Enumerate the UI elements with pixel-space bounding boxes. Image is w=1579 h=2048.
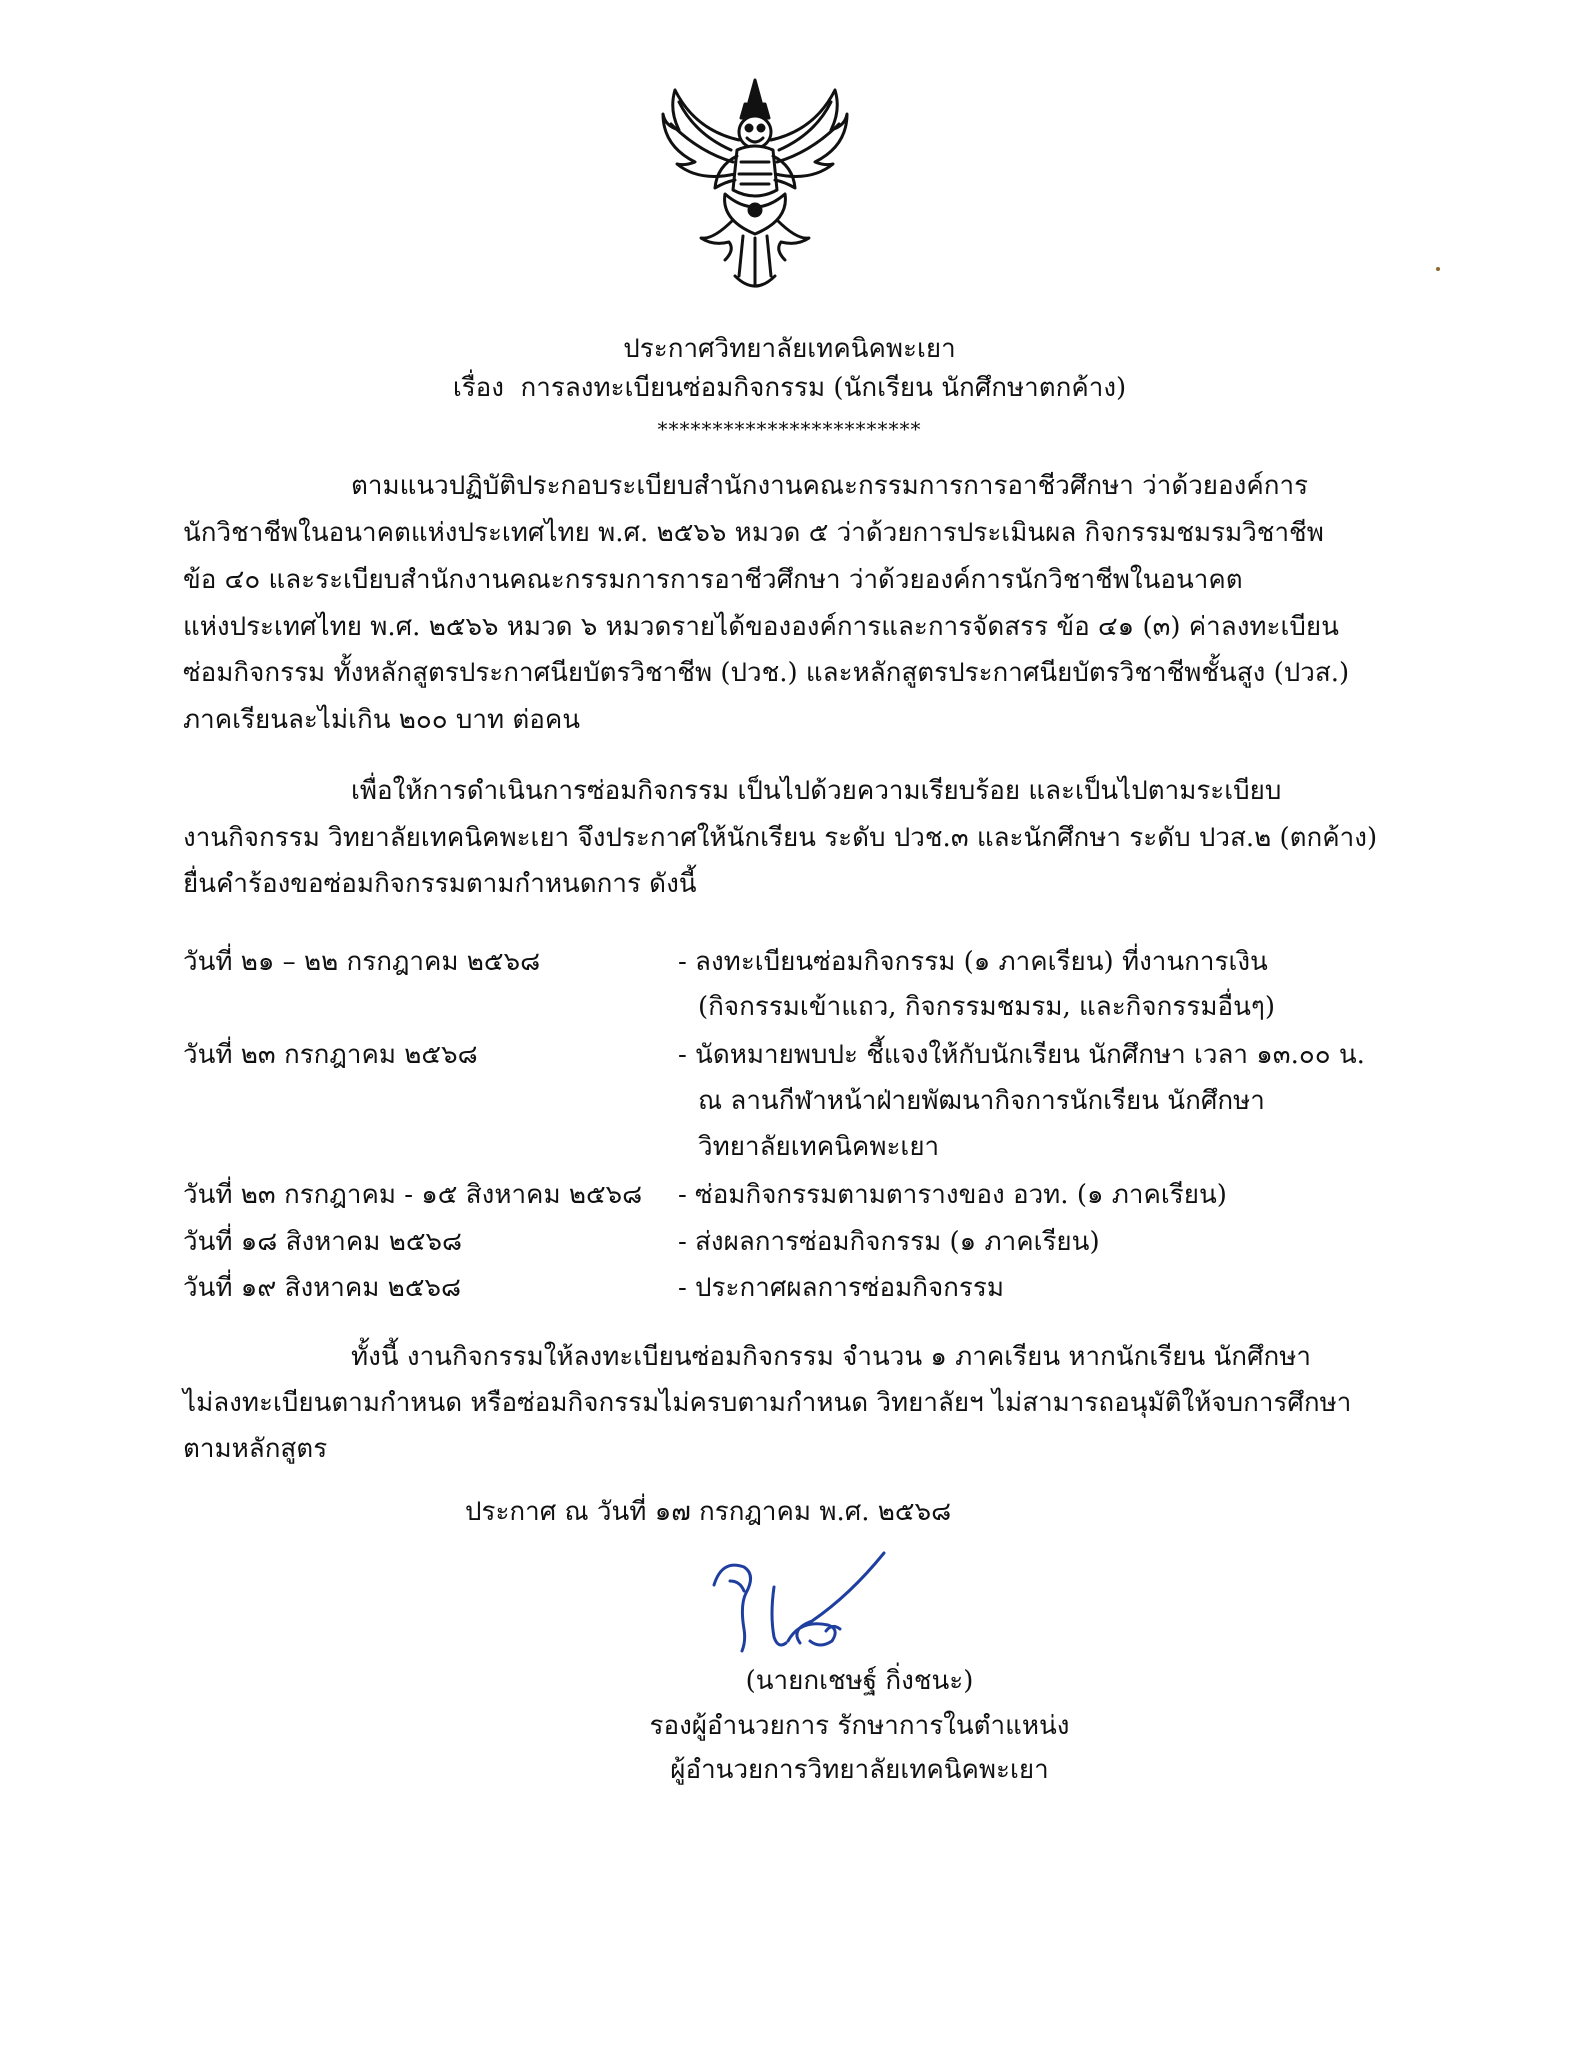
subject-text: การลงทะเบียนซ่อมกิจกรรม (นักเรียน นักศึกษาตกค้าง) — [520, 373, 1127, 403]
signature-image — [700, 1545, 930, 1660]
para1-line: ซ่อมกิจกรรม ทั้งหลักสูตรประกาศนียบัตรวิชาชีพ (ปวช.) และหลักสูตรประกาศนียบัตรวิชาชีพชั้นสูง (ปวส.) — [183, 658, 1350, 688]
subject-label: เรื่อง — [452, 373, 504, 403]
schedule-desc-cont: ณ ลานกีฬาหน้าฝ่ายพัฒนากิจการนักเรียน นักศึกษา — [698, 1086, 1265, 1116]
para3-line: ไม่ลงทะเบียนตามกำหนด หรือซ่อมกิจกรรมไม่ครบตามกำหนด วิทยาลัยฯ ไม่สามารถอนุมัติให้จบการศึกษา — [183, 1388, 1352, 1418]
schedule-desc: - ซ่อมกิจกรรมตามตารางของ อวท. (๑ ภาคเรียน) — [678, 1180, 1227, 1210]
schedule-desc-cont: (กิจกรรมเข้าแถว, กิจกรรมชมรม, และกิจกรรมอื่นๆ) — [698, 992, 1275, 1022]
para2-line: ยื่นคำร้องขอซ่อมกิจกรรมตามกำหนดการ ดังนี้ — [183, 869, 697, 899]
schedule-date: วันที่ ๑๙ สิงหาคม ๒๕๖๘ — [183, 1273, 462, 1303]
signatory-position-2: ผู้อำนวยการวิทยาลัยเทคนิคพะเยา — [670, 1755, 1049, 1785]
document-subject — [0, 371, 1579, 405]
speck-mark — [1436, 267, 1440, 271]
schedule-date: วันที่ ๒๑ – ๒๒ กรกฎาคม ๒๕๖๘ — [183, 947, 541, 977]
para1-line: ข้อ ๔๐ และระเบียบสำนักงานคณะกรรมการการอาชีวศึกษา ว่าด้วยองค์การนักวิชาชีพในอนาคต — [183, 565, 1243, 595]
para1-line: ภาคเรียนละไม่เกิน ๒๐๐ บาท ต่อคน — [183, 705, 581, 735]
para1-line: นักวิชาชีพในอนาคตแห่งประเทศไทย พ.ศ. ๒๕๖๖ หมวด ๕ ว่าด้วยการประเมินผล กิจกรรมชมรมวิชาชีพ — [183, 518, 1324, 548]
schedule-desc-cont: วิทยาลัยเทคนิคพะเยา — [698, 1132, 940, 1162]
para2-line: เพื่อให้การดำเนินการซ่อมกิจกรรม เป็นไปด้วยความเรียบร้อย และเป็นไปตามระเบียบ — [351, 776, 1282, 806]
para3-line: ตามหลักสูตร — [183, 1434, 328, 1464]
signatory-position: รองผู้อำนวยการ รักษาการในตำแหน่ง — [649, 1711, 1070, 1741]
schedule-date: วันที่ ๑๘ สิงหาคม ๒๕๖๘ — [183, 1227, 463, 1257]
para1-line: แห่งประเทศไทย พ.ศ. ๒๕๖๖ หมวด ๖ หมวดรายได้ขององค์การและการจัดสรร ข้อ ๔๑ (๓) ค่าลงทะเบียน — [183, 612, 1339, 642]
document-title: ประกาศวิทยาลัยเทคนิคพะเยา — [623, 334, 956, 364]
schedule-date: วันที่ ๒๓ กรกฎาคม - ๑๕ สิงหาคม ๒๕๖๘ — [183, 1180, 643, 1210]
schedule-desc: - ประกาศผลการซ่อมกิจกรรม — [678, 1273, 1004, 1303]
garuda-emblem-icon — [655, 70, 855, 300]
announce-date: ประกาศ ณ วันที่ ๑๗ กรกฎาคม พ.ศ. ๒๕๖๘ — [465, 1497, 952, 1527]
para3-line: ทั้งนี้ งานกิจกรรมให้ลงทะเบียนซ่อมกิจกรรม จำนวน ๑ ภาคเรียน หากนักเรียน นักศึกษา — [351, 1342, 1312, 1372]
schedule-date: วันที่ ๒๓ กรกฎาคม ๒๕๖๘ — [183, 1040, 478, 1070]
schedule-desc: - ส่งผลการซ่อมกิจกรรม (๑ ภาคเรียน) — [678, 1227, 1100, 1257]
signatory-name: (นายกเชษฐ์ กิ่งชนะ) — [745, 1666, 974, 1696]
schedule-desc: - นัดหมายพบปะ ชี้แจงให้กับนักเรียน นักศึกษา เวลา ๑๓.๐๐ น. — [678, 1040, 1365, 1070]
title-separator: ************************ — [657, 417, 922, 441]
para1-line: ตามแนวปฏิบัติประกอบระเบียบสำนักงานคณะกรรมการการอาชีวศึกษา ว่าด้วยองค์การ — [351, 471, 1309, 501]
schedule-desc: - ลงทะเบียนซ่อมกิจกรรม (๑ ภาคเรียน) ที่งานการเงิน — [678, 947, 1268, 977]
para2-line: งานกิจกรรม วิทยาลัยเทคนิคพะเยา จึงประกาศให้นักเรียน ระดับ ปวช.๓ และนักศึกษา ระดับ ปวส.๒ (ตกค้าง) — [183, 823, 1378, 853]
